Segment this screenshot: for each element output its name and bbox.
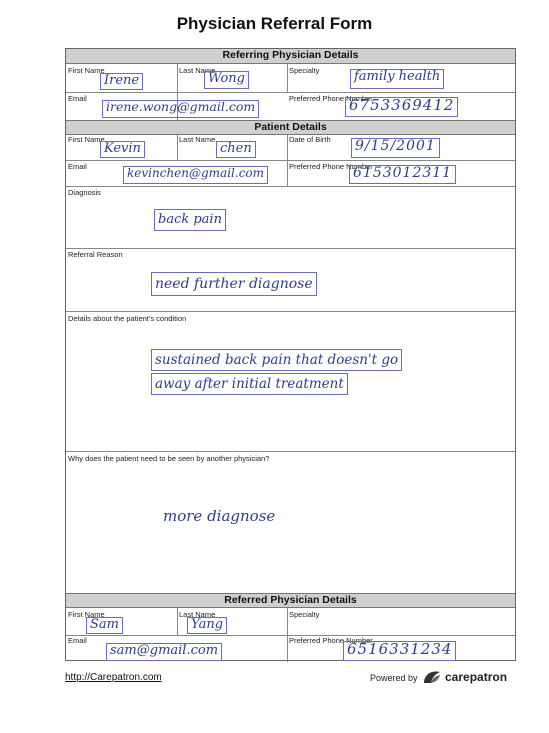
label-why: Why does the patient need to be seen by another physician?: [68, 454, 270, 463]
page-title: Physician Referral Form: [176, 14, 373, 33]
referring-last-name[interactable]: Wong: [204, 71, 249, 89]
label-specialty: Specialty: [289, 66, 320, 75]
label-patient-first-name: First Name: [68, 135, 105, 144]
patient-phone[interactable]: 6153012311: [349, 165, 456, 184]
diagnosis-value[interactable]: back pain: [154, 209, 226, 231]
referring-phone[interactable]: 6753369412: [345, 97, 458, 117]
referred-email[interactable]: sam@gmail.com: [106, 643, 222, 661]
label-email: Email: [68, 94, 87, 103]
condition-line-2[interactable]: away after initial treatment: [151, 373, 348, 395]
label-patient-phone: Preferred Phone Number: [289, 162, 373, 171]
referring-email[interactable]: irene.wong@gmail.com: [102, 100, 259, 118]
carepatron-link[interactable]: http://Carepatron.com: [65, 672, 162, 683]
label-referred-first-name: First Name: [68, 610, 105, 619]
label-referred-email: Email: [68, 636, 87, 645]
label-last-name: Last Name: [179, 66, 216, 75]
label-first-name: First Name: [68, 66, 105, 75]
carepatron-logo: [422, 667, 522, 687]
section-header-referred: Referred Physician Details: [66, 593, 515, 608]
label-referred-phone: Preferred Phone Number: [289, 636, 373, 645]
patient-first-name[interactable]: Kevin: [100, 141, 145, 158]
referral-form: [65, 48, 516, 661]
referring-specialty[interactable]: family health: [350, 69, 444, 89]
referred-last-name[interactable]: Yang: [187, 617, 227, 634]
label-diagnosis: Diagnosis: [68, 188, 101, 197]
label-patient-last-name: Last Name: [179, 135, 216, 144]
section-header-patient: Patient Details: [66, 120, 515, 135]
section-header-referring: Referring Physician Details: [66, 49, 515, 64]
condition-line-1[interactable]: sustained back pain that doesn't go: [151, 349, 402, 371]
carepatron-brand-text: carepatron: [445, 670, 508, 684]
patient-last-name[interactable]: chen: [216, 141, 256, 158]
patient-dob[interactable]: 9/15/2001: [351, 138, 440, 158]
label-referral-reason: Referral Reason: [68, 250, 123, 259]
label-preferred-phone: Preferred Phone Number: [289, 94, 373, 103]
label-referred-last-name: Last Name: [179, 610, 216, 619]
why-value[interactable]: more diagnose: [163, 507, 276, 525]
powered-by-text: Powered by: [370, 673, 418, 683]
patient-email[interactable]: kevinchen@gmail.com: [123, 166, 268, 184]
label-dob: Date of Birth: [289, 135, 331, 144]
referred-phone[interactable]: 6516331234: [343, 641, 456, 661]
referral-reason-value[interactable]: need further diagnose: [151, 272, 317, 296]
referring-first-name[interactable]: Irene: [100, 73, 143, 90]
carepatron-logo-icon: [422, 669, 442, 685]
referred-first-name[interactable]: Sam: [86, 617, 123, 634]
label-referred-specialty: Specialty: [289, 610, 320, 619]
label-condition: Details about the patient's condition: [68, 314, 187, 323]
label-patient-email: Email: [68, 162, 87, 171]
